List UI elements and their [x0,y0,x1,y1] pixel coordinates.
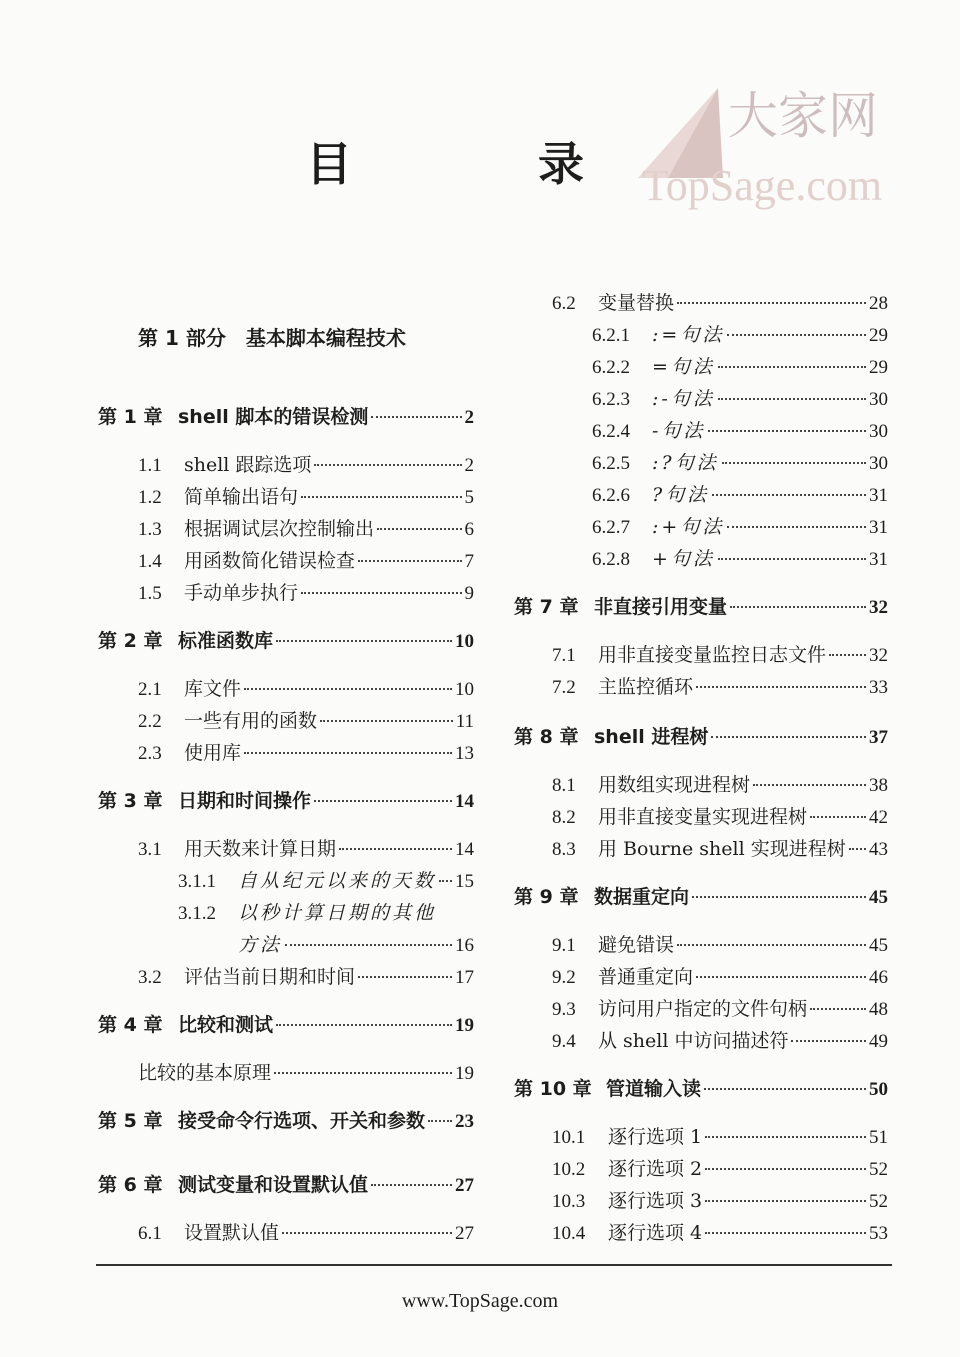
toc-entry[interactable]: 第 5 章 接受命令行选项、开关和参数 23 [98,1110,474,1132]
toc-entry[interactable]: 第 1 章 shell 脚本的错误检测 2 [98,406,474,428]
toc-entry[interactable]: 3.1.2 以秒计算日期的其他 [178,902,437,924]
toc-entry[interactable]: 2.1 库文件 10 [138,678,474,700]
toc-entry[interactable]: 9.3 访问用户指定的文件句柄 48 [552,998,888,1020]
toc-entry[interactable]: 第 9 章 数据重定向 45 [514,886,888,908]
toc-entry[interactable]: 6.2.1 :=句法 29 [592,324,888,346]
toc-entry[interactable]: 10.3 逐行选项 3 52 [552,1190,888,1212]
watermark-cn: 大家网 [728,87,878,145]
toc-entry[interactable]: 7.2 主监控循环 33 [552,676,888,698]
toc-entry[interactable]: 9.2 普通重定向 46 [552,966,888,988]
toc-entry[interactable]: 方法 16 [238,934,474,956]
toc-entry[interactable]: 1.1 shell 跟踪选项 2 [138,454,474,476]
toc-entry[interactable]: 第 2 章 标准函数库 10 [98,630,474,652]
toc-entry[interactable]: 9.4 从 shell 中访问描述符 49 [552,1030,888,1052]
toc-entry[interactable]: 2.3 使用库 13 [138,742,474,764]
toc-entry[interactable]: 第 7 章 非直接引用变量 32 [514,596,888,618]
toc-entry[interactable]: 2.2 一些有用的函数 11 [138,710,474,732]
toc-entry[interactable]: 6.2.4 -句法 30 [592,420,888,442]
toc-entry[interactable]: 8.2 用非直接变量实现进程树 42 [552,806,888,828]
toc-entry[interactable]: 8.3 用 Bourne shell 实现进程树 43 [552,838,888,860]
toc-entry[interactable]: 10.4 逐行选项 4 53 [552,1222,888,1244]
toc-entry[interactable]: 1.2 简单输出语句 5 [138,486,474,508]
toc-entry[interactable]: 6.2.2 =句法 29 [592,356,888,378]
toc-entry[interactable]: 6.2 变量替换 28 [552,292,888,314]
footer-url: www.TopSage.com [401,1290,559,1312]
toc-entry[interactable]: 3.1.1 自从纪元以来的天数 15 [178,870,474,892]
toc-entry[interactable]: 6.2.8 +句法 31 [592,548,888,570]
toc-entry[interactable]: 第 3 章 日期和时间操作 14 [98,790,474,812]
watermark-en: TopSage.com [642,161,883,210]
page-title: 目 录 [306,137,654,191]
toc-entry[interactable]: 6.2.7 :+句法 31 [592,516,888,538]
toc-entry[interactable]: 6.2.3 :-句法 30 [592,388,888,410]
toc-entry[interactable]: 第 4 章 比较和测试 19 [98,1014,474,1036]
toc-entry[interactable]: 10.2 逐行选项 2 52 [552,1158,888,1180]
toc-entry[interactable]: 1.5 手动单步执行 9 [138,582,474,604]
toc-entry[interactable]: 1.3 根据调试层次控制输出 6 [138,518,474,540]
toc-entry[interactable]: 3.2 评估当前日期和时间 17 [138,966,474,988]
toc-entry[interactable]: 6.1 设置默认值 27 [138,1222,474,1244]
toc-entry[interactable]: 第 10 章 管道输入读 50 [514,1078,888,1100]
footer-divider [96,1264,892,1266]
toc-entry[interactable]: 第 8 章 shell 进程树 37 [514,726,888,748]
toc-entry[interactable]: 10.1 逐行选项 1 51 [552,1126,888,1148]
toc-entry[interactable]: 7.1 用非直接变量监控日志文件 32 [552,644,888,666]
toc-entry[interactable]: 3.1 用天数来计算日期 14 [138,838,474,860]
part-heading: 第 1 部分 基本脚本编程技术 [138,326,406,350]
toc-entry[interactable]: 比较的基本原理 19 [138,1062,474,1084]
toc-entry[interactable]: 第 6 章 测试变量和设置默认值 27 [98,1174,474,1196]
toc-entry[interactable]: 1.4 用函数简化错误检查 7 [138,550,474,572]
toc-entry[interactable]: 9.1 避免错误 45 [552,934,888,956]
toc-entry[interactable]: 6.2.6 ?句法 31 [592,484,888,506]
toc-entry[interactable]: 8.1 用数组实现进程树 38 [552,774,888,796]
toc-entry[interactable]: 6.2.5 :?句法 30 [592,452,888,474]
